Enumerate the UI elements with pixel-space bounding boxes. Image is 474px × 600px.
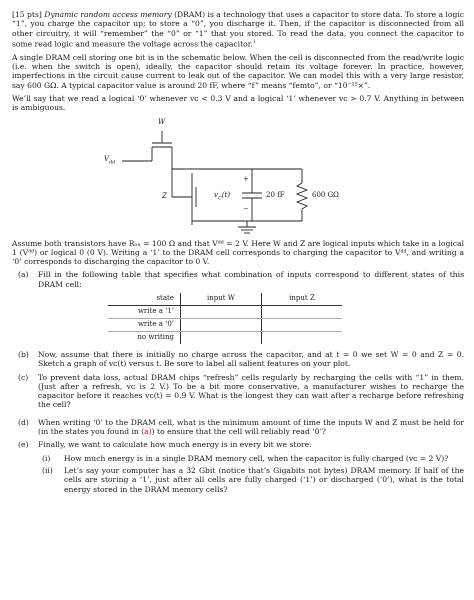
part-e-ii-label: (ii) [42, 465, 53, 475]
input-w-cell[interactable] [181, 331, 262, 344]
table-row [108, 305, 342, 318]
header-input-z: input Z [262, 293, 343, 306]
footnote-link[interactable]: 1 [252, 38, 257, 45]
schematic-description: A single DRAM cell storing one bit is in the schematic below. When the cell is disconnected from the read/write logic (i.e. when the switch is open), ideally, the capacitor should retain its voltage forever. In practice, however, imperfections in the circuit cause current to leak out of the capacitor. We can model this with a very large resistor, say 600 GΩ. A typical capacitor value is around 20 fF, where “f” means “femto”, or “10⁻¹⁵×”. [12, 52, 464, 90]
part-e [12, 440, 464, 449]
part-e-i-label: (i) [42, 453, 51, 463]
part-e-text: Finally, we want to calculate how much energy is in every bit we store: [38, 440, 312, 450]
part-e-i-text: How much energy is in a single DRAM memory cell, when the capacitor is fully charged (vᴄ = 2 V)? [64, 453, 449, 463]
resistance-label: 600 GΩ [312, 190, 339, 199]
part-e-ii [38, 466, 464, 494]
state-cell: write a ‘1’ [108, 305, 181, 318]
part-b [12, 350, 464, 369]
part-b-text: Now, assume that there is initially no charge across the capacitor, and at t = 0 we set W = 0 and Z = 0. Sketch a graph of vᴄ(t) versus t. Be sure to label all salient features on your plot. [38, 349, 464, 369]
part-d [12, 418, 464, 437]
part-b-label: (b) [18, 349, 29, 359]
part-c-text: To prevent data loss, actual DRAM chips “refresh” cells regularly by recharging the cells with “1” in them. (Just after a refresh, vᴄ is 2 V.) To be a bit more conservative, a manufacturer wishes to recharge the capacitor before it reaches vᴄ(t) = 0.9 V. What is the longest they can wait after a recharge before refreshing the cell? [38, 372, 464, 410]
part-c [12, 373, 464, 410]
capacitance-label: 20 fF [266, 190, 285, 199]
input-w-cell[interactable] [181, 305, 262, 318]
state-cell: write a ‘0’ [108, 318, 181, 331]
vc-label: $v_C(t)$ [214, 190, 231, 201]
part-a-label: (a) [18, 270, 29, 280]
table-row [108, 331, 342, 344]
w-label: W [158, 117, 166, 126]
table-header-row [108, 293, 342, 306]
part-e-subquestions [38, 454, 464, 494]
points-label: [15 pts] [12, 10, 42, 19]
intro-text: (DRAM) is a technology that uses a capacitor to store data. To store a logic “1”, you charge the capacitor up; to store a “0”, you discharge it. Then, if the capacitor is disconnected from all other circuitry, it will “remember” the “0” or “1” that you stored. To read the data, you connect the capacitor to some read logic and measure the voltage across the capacitor. [12, 10, 465, 49]
dram-cell-schematic [12, 117, 464, 235]
input-state-table [108, 293, 342, 344]
part-e-i [38, 454, 464, 463]
part-a [12, 270, 464, 289]
plus-label: + [243, 174, 249, 183]
document-page [12, 10, 464, 497]
part-e-label: (e) [18, 440, 29, 450]
intro-paragraph [12, 10, 464, 49]
part-d-text-before: When writing ‘0’ to the DRAM cell, what is the minimum amount of time the inputs W and Z must be held for (in the states you found in [38, 417, 464, 437]
schematic-drawing [12, 117, 464, 235]
part-d-text-after: ) to ensure that the cell will reliably read ‘0’? [151, 427, 326, 437]
input-z-cell[interactable] [262, 305, 343, 318]
part-a-text: Fill in the following table that specifies what combination of inputs correspond to different states of this DRAM cell: [38, 270, 464, 289]
assumptions-paragraph: Assume both transistors have Rₒₙ = 100 Ω and that Vᵈᵈ = 2 V. Here W and Z are logical inputs which take in a logical 1 (Vᵈᵈ) or logical 0 (0 V). Writing a ‘1’ to the DRAM cell corresponds to charging the capacitor to Vᵈᵈ, and writing a ‘0’ corresponds to discharging the capacitor to 0 V. [12, 238, 464, 267]
input-z-cell[interactable] [262, 331, 343, 344]
resistor-zigzag [297, 183, 307, 209]
header-state: state [108, 293, 181, 306]
read-threshold-paragraph: We’ll say that we read a logical ‘0’ whenever vᴄ < 0.3 V and a logical ‘1’ whenever vᴄ > 0.7 V. Anything in between is ambiguous. [12, 93, 464, 113]
input-w-cell[interactable] [181, 318, 262, 331]
part-a-reference-link[interactable]: (a) [141, 427, 152, 437]
problem-title: Dynamic random access memory [44, 10, 172, 19]
part-e-ii-text: Let’s say your computer has a 32 Gbit (notice that’s Gigabits not bytes) DRAM memory. If half of the cells are storing a ‘1’, just after all cells are fully charged (‘1’) or discharged (‘0’), what is the total energy stored in the DRAM memory cells? [64, 465, 464, 494]
part-c-label: (c) [18, 372, 29, 382]
state-cell: no writing [137, 333, 174, 342]
part-d-label: (d) [18, 417, 29, 427]
z-label: Z [162, 191, 167, 200]
header-input-w: input W [181, 293, 262, 306]
minus-label: − [243, 204, 249, 213]
table-row [108, 318, 342, 331]
vdd-label: $V_{dd}$ [104, 154, 116, 165]
input-z-cell[interactable] [262, 318, 343, 331]
